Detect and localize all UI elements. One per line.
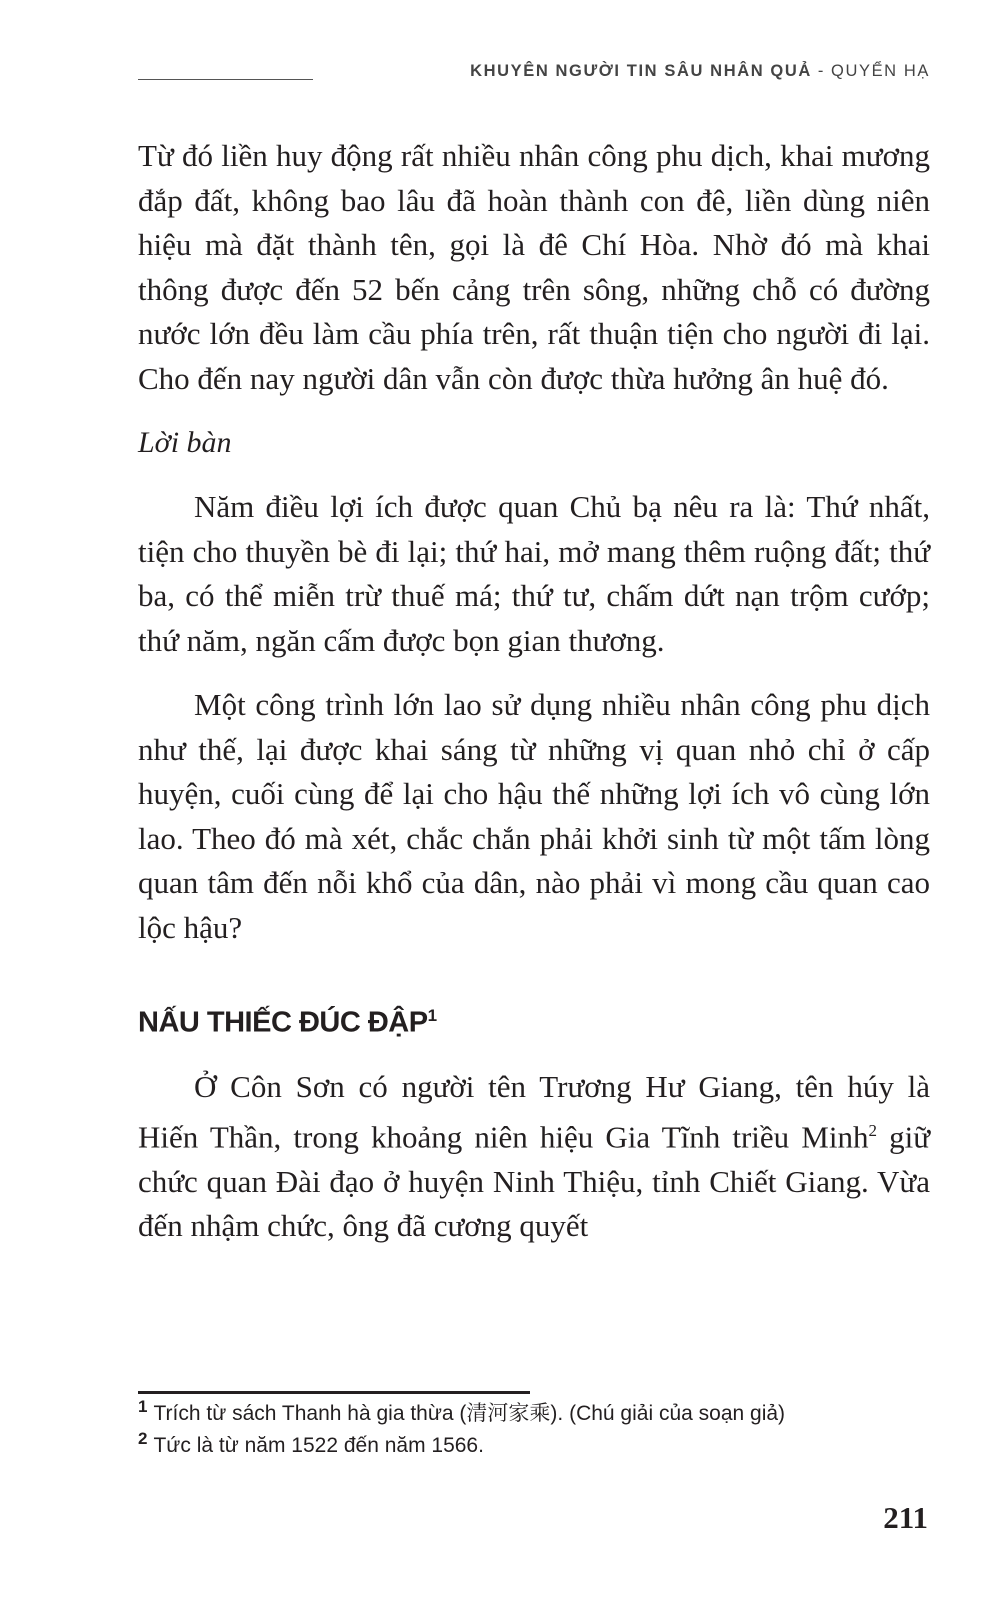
- footnotes: [138, 1398, 930, 1462]
- footnote-2-mark: 2: [138, 1429, 148, 1448]
- running-head-separator: -: [817, 62, 826, 80]
- subheading-commentary: Lời bàn: [138, 426, 232, 459]
- page-number: 211: [883, 1500, 928, 1535]
- paragraph-1: Từ đó liền huy động rất nhiều nhân công phu dịch, khai mương đắp đất, không bao lâu đã hoàn thành con đê, liền dùng niên hiệu mà đặt thành tên, gọi là đê Chí Hòa. Nhờ đó mà khai thông được đến 52 bến cảng trên sông, những chỗ có đường nước lớn đều làm cầu phía trên, rất thuận tiện cho người đi lại. Cho đến nay người dân vẫn còn được thừa hưởng ân huệ đó.: [138, 138, 930, 396]
- paragraph-2: Năm điều lợi ích được quan Chủ bạ nêu ra là: Thứ nhất, tiện cho thuyền bè đi lại; thứ hai, mở mang thêm ruộng đất; thứ ba, có thể miễn trừ thuế má; thứ tư, chấm dứt nạn trộm cướp; thứ năm, ngăn cấm được bọn gian thương.: [138, 489, 930, 658]
- footnote-2: [138, 1430, 930, 1462]
- paragraph-4-footnote-marker: 2: [868, 1121, 877, 1141]
- footnote-1-mark: 1: [138, 1397, 148, 1416]
- paragraph-4-part-2: giữ chức quan Đài đạo ở huyện Ninh Thiệu, tỉnh Chiết Giang. Vừa đến nhậm chức, ông đã cương quyết: [138, 1119, 930, 1244]
- paragraph-3: Một công trình lớn lao sử dụng nhiều nhân công phu dịch như thế, lại được khai sáng từ những vị quan nhỏ chỉ ở cấp huyện, cuối cùng để lại cho hậu thế những lợi ích vô cùng lớn lao. Theo đó mà xét, chắc chắn phải khởi sinh từ một tấm lòng quan tâm đến nỗi khổ của dân, nào phải vì mong cầu quan cao lộc hậu?: [138, 687, 930, 945]
- running-head-book-title: KHUYÊN NGƯỜI TIN SÂU NHÂN QUẢ: [470, 62, 812, 80]
- footnote-rule: [138, 1391, 530, 1394]
- footnote-1-text: Trích từ sách Thanh hà gia thừa (清河家乘). (Chú giải của soạn giả): [153, 1402, 786, 1425]
- section-footnote-marker: 1: [427, 1006, 437, 1025]
- section-title: [138, 996, 930, 1043]
- section-title-text: NẤU THIẾC ĐÚC ĐẬP: [138, 1006, 428, 1039]
- paragraph-4: [138, 1065, 930, 1249]
- paragraph-4-part-1: Ở Côn Sơn có người tên Trương Hư Giang, tên húy là Hiến Thần, trong khoảng niên hiệu Gia Tĩnh triều Minh: [138, 1068, 930, 1155]
- header-rule: [138, 79, 313, 80]
- running-head-volume: QUYỂN HẠ: [831, 62, 930, 80]
- running-head: [470, 62, 930, 81]
- footnote-1: [138, 1398, 930, 1430]
- footnote-2-text: Tức là từ năm 1522 đến năm 1566.: [153, 1434, 484, 1457]
- page-body: [138, 134, 930, 1269]
